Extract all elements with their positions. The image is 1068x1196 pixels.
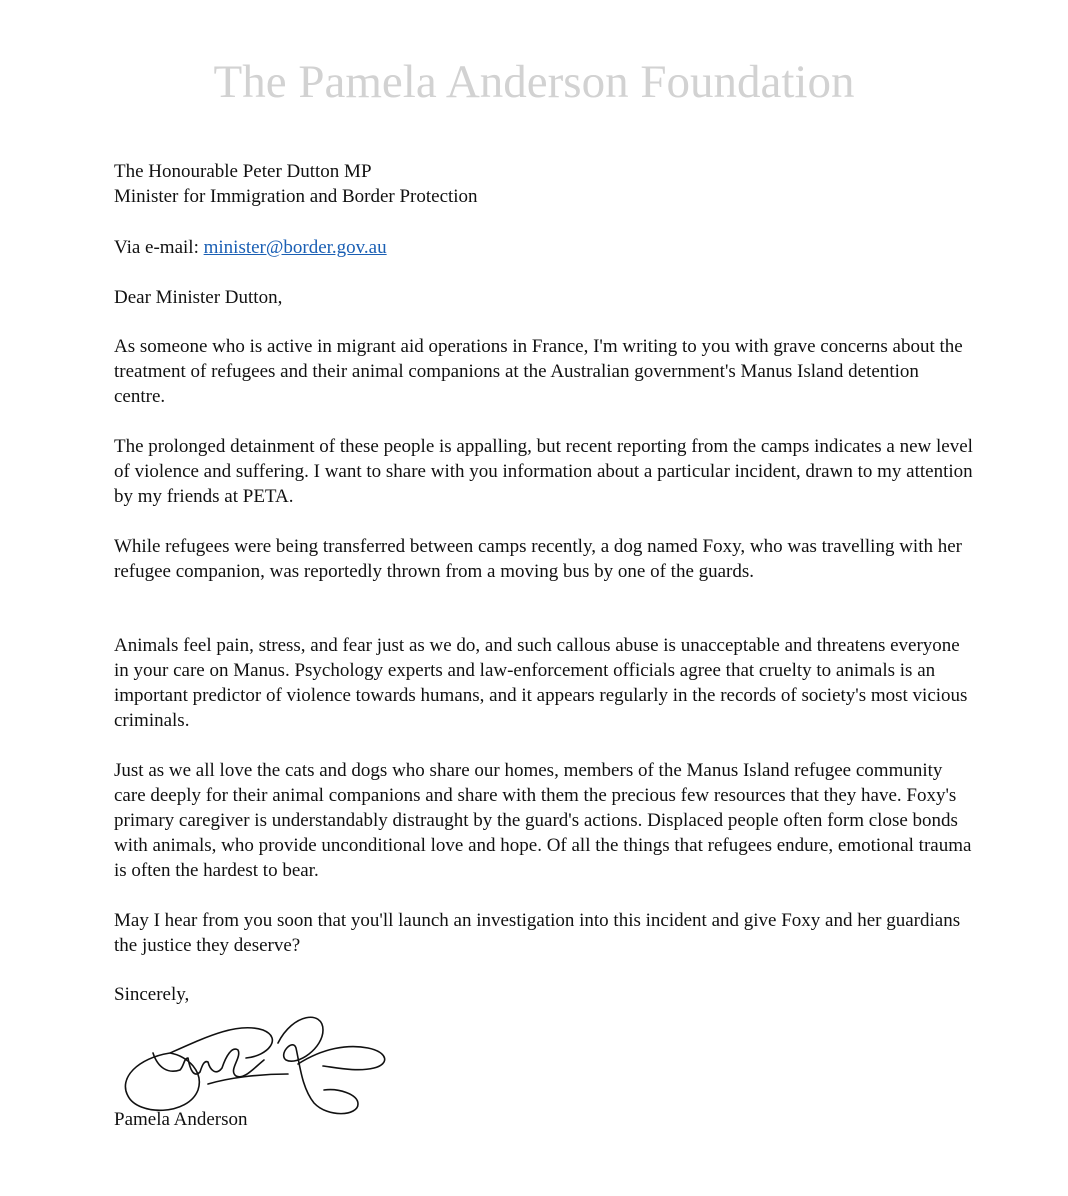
salutation: Dear Minister Dutton, — [114, 287, 283, 308]
letter-paragraph: Animals feel pain, stress, and fear just as we do, and such callous abuse is unacceptable and threatens everyone in your care on Manus. Psychology experts and law-enforcement officials agree that cruelty to animals is an important predictor of violence towards humans, and it appears regularly in the records of society's most vicious criminals. — [114, 635, 968, 731]
recipient-block — [114, 159, 974, 209]
closing: Sincerely, — [114, 984, 190, 1005]
email-line — [114, 235, 974, 260]
email-prefix: Via e-mail: — [114, 237, 204, 258]
letter-paragraph: As someone who is active in migrant aid operations in France, I'm writing to you with grave concerns about the treatment of refugees and their animal companions at the Australian government's Manus Island detention centre. — [114, 336, 963, 407]
letter-paragraph: Just as we all love the cats and dogs who share our homes, members of the Manus Island refugee community care deeply for their animal companions and share with them the precious few resources that they have. Foxy's primary caregiver is understandably distraught by the guard's actions. Displaced people often form close bonds with animals, who provide unconditional love and hope. Of all the things that refugees endure, emotional trauma is often the hardest to bear. — [114, 760, 972, 881]
letter-paragraph: The prolonged detainment of these people is appalling, but recent reporting from the camps indicates a new level of violence and suffering. I want to share with you information about a particular incident, drawn to my attention by my friends at PETA. — [114, 436, 973, 507]
signer-name: Pamela Anderson — [114, 1109, 248, 1130]
handwritten-signature — [118, 1008, 398, 1123]
recipient-name: The Honourable Peter Dutton MP — [114, 161, 372, 182]
letterhead-title: The Pamela Anderson Foundation — [213, 56, 855, 108]
recipient-position: Minister for Immigration and Border Protection — [114, 186, 478, 207]
letter-paragraph: May I hear from you soon that you'll launch an investigation into this incident and give Foxy and her guardians the justice they deserve? — [114, 910, 961, 956]
letter-paragraph: While refugees were being transferred between camps recently, a dog named Foxy, who was travelling with her refugee companion, was reportedly thrown from a moving bus by one of the guards. — [114, 536, 962, 582]
email-link[interactable]: minister@border.gov.au — [203, 237, 387, 258]
